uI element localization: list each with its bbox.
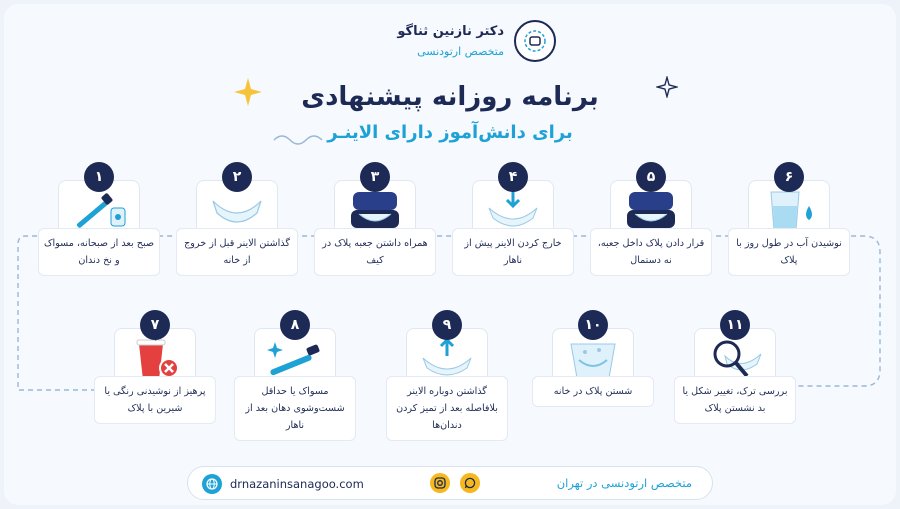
sparkle-icon xyxy=(656,76,678,98)
website-text: drnazaninsanagoo.com xyxy=(230,477,364,491)
step-number: ۸ xyxy=(280,310,310,340)
footer-role: متخصص ارتودنسی در تهران xyxy=(556,476,692,490)
whatsapp-icon[interactable] xyxy=(460,473,480,493)
instagram-icon[interactable] xyxy=(430,473,450,493)
website-link[interactable] xyxy=(202,474,364,494)
step-6 xyxy=(734,162,844,282)
step-label: صبح بعد از صبحانه، مسواک و نخ دندان xyxy=(38,228,160,276)
step-label: پرهیز از نوشیدنی رنگی یا شیرین با پلاک xyxy=(94,376,216,424)
step-number: ۴ xyxy=(498,162,528,192)
step-number: ۱۱ xyxy=(720,310,750,340)
step-number: ۷ xyxy=(140,310,170,340)
step-label: مسواک یا حداقل شست‌وشوی دهان بعد از ناهار xyxy=(234,376,356,441)
clinic-logo-icon xyxy=(514,20,556,62)
infographic-canvas xyxy=(4,4,896,505)
step-3 xyxy=(320,162,430,282)
step-1 xyxy=(44,162,154,282)
sparkle-icon xyxy=(232,76,264,108)
step-label: شستن پلاک در خانه xyxy=(532,376,654,407)
step-10 xyxy=(538,310,648,430)
squiggle-decoration xyxy=(272,132,332,146)
step-number: ۵ xyxy=(636,162,666,192)
step-label: گذاشتن الاینر قبل از خروج از خانه xyxy=(176,228,298,276)
doctor-role: متخصص ارتودنسی xyxy=(417,45,504,58)
step-label: همراه داشتن جعبه پلاک در کیف xyxy=(314,228,436,276)
step-label: بررسی ترک، تغییر شکل یا بد نشستن پلاک xyxy=(674,376,796,424)
page-title: برنامه روزانه پیشنهادی xyxy=(301,82,599,112)
step-label: گذاشتن دوباره الاینر بلافاصله بعد از تمیز کردن دندان‌ها xyxy=(386,376,508,441)
footer-bar xyxy=(187,466,713,500)
step-number: ۱ xyxy=(84,162,114,192)
step-label: قرار دادن پلاک داخل جعبه، نه دستمال xyxy=(590,228,712,276)
globe-icon xyxy=(202,474,222,494)
step-5 xyxy=(596,162,706,282)
step-number: ۳ xyxy=(360,162,390,192)
step-number: ۶ xyxy=(774,162,804,192)
step-11 xyxy=(680,310,790,430)
step-7 xyxy=(100,310,210,430)
step-8 xyxy=(240,310,350,430)
step-label: خارج کردن الاینر پیش از ناهار xyxy=(452,228,574,276)
step-label: نوشیدن آب در طول روز با پلاک xyxy=(728,228,850,276)
step-number: ۱۰ xyxy=(578,310,608,340)
brand xyxy=(364,12,564,70)
step-number: ۲ xyxy=(222,162,252,192)
step-number: ۹ xyxy=(432,310,462,340)
step-2 xyxy=(182,162,292,282)
step-4 xyxy=(458,162,568,282)
page-subtitle: برای دانش‌آموز دارای الاینـر xyxy=(327,122,573,143)
step-9 xyxy=(392,310,502,430)
doctor-name: دکتر نازنین ثناگو xyxy=(397,24,504,39)
